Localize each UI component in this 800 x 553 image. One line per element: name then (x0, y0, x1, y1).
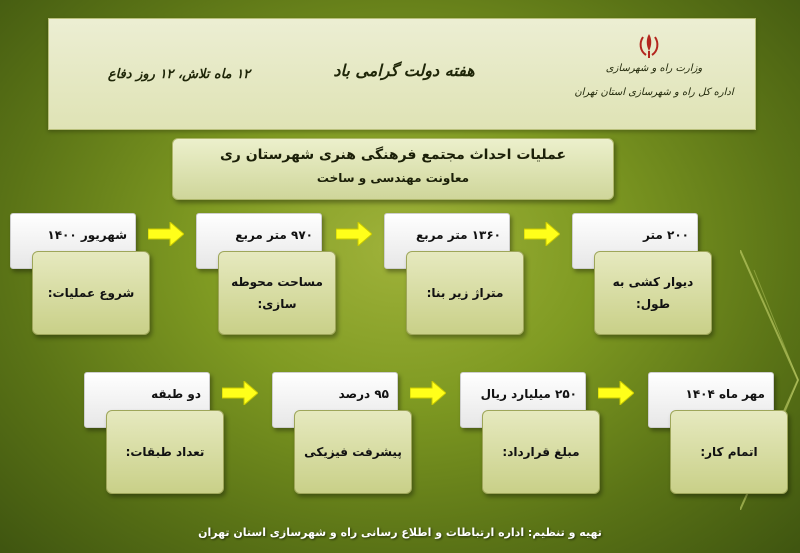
card-value: ۱۳۶۰ متر مربع (415, 228, 501, 242)
card-value: دو طبقه (151, 387, 201, 401)
office-name: اداره کل راه و شهرسازی استان تهران (574, 87, 734, 98)
card-value: مهر ماه ۱۴۰۴ (685, 387, 765, 401)
card-label: شروع عملیات: (32, 251, 150, 335)
project-title: عملیات احداث مجتمع فرهنگی هنری شهرستان ری (219, 147, 567, 163)
arrow-right-icon (148, 222, 184, 246)
card-value: شهریور ۱۴۰۰ (47, 228, 127, 242)
arrow-right-icon (410, 381, 446, 405)
card-label: مساحت محوطه سازی: (218, 251, 336, 335)
card-label: متراژ زیر بنا: (406, 251, 524, 335)
card-label: مبلغ قرارداد: (482, 410, 600, 494)
footer-credit: تهیه و تنظیم: اداره ارتباطات و اطلاع رسانی راه و شهرسازی استان تهران (198, 526, 602, 539)
arrow-right-icon (222, 381, 258, 405)
project-subtitle: معاونت مهندسی و ساخت (316, 171, 470, 185)
government-week-slogan: هفته دولت گرامی باد (333, 61, 475, 80)
date-motto: ۱۲ ماه تلاش، ۱۲ روز دفاع (107, 67, 251, 82)
ministry-name: وزارت راه و شهرسازی (605, 63, 703, 74)
card-value: ۲۵۰ میلیارد ریال (480, 387, 577, 401)
card-label: اتمام کار: (670, 410, 788, 494)
card-value: ۹۷۰ متر مربع (235, 228, 313, 242)
card-label: تعداد طبقات: (106, 410, 224, 494)
arrow-right-icon (598, 381, 634, 405)
iran-emblem-icon (634, 31, 664, 61)
header-banner (48, 18, 756, 130)
project-title-box (172, 138, 614, 200)
arrow-right-icon (336, 222, 372, 246)
card-value: ۹۵ درصد (338, 387, 389, 401)
card-value: ۲۰۰ متر (643, 228, 689, 242)
arrow-right-icon (524, 222, 560, 246)
card-label: دیوار کشی به طول: (594, 251, 712, 335)
card-label: پیشرفت فیزیکی (294, 410, 412, 494)
